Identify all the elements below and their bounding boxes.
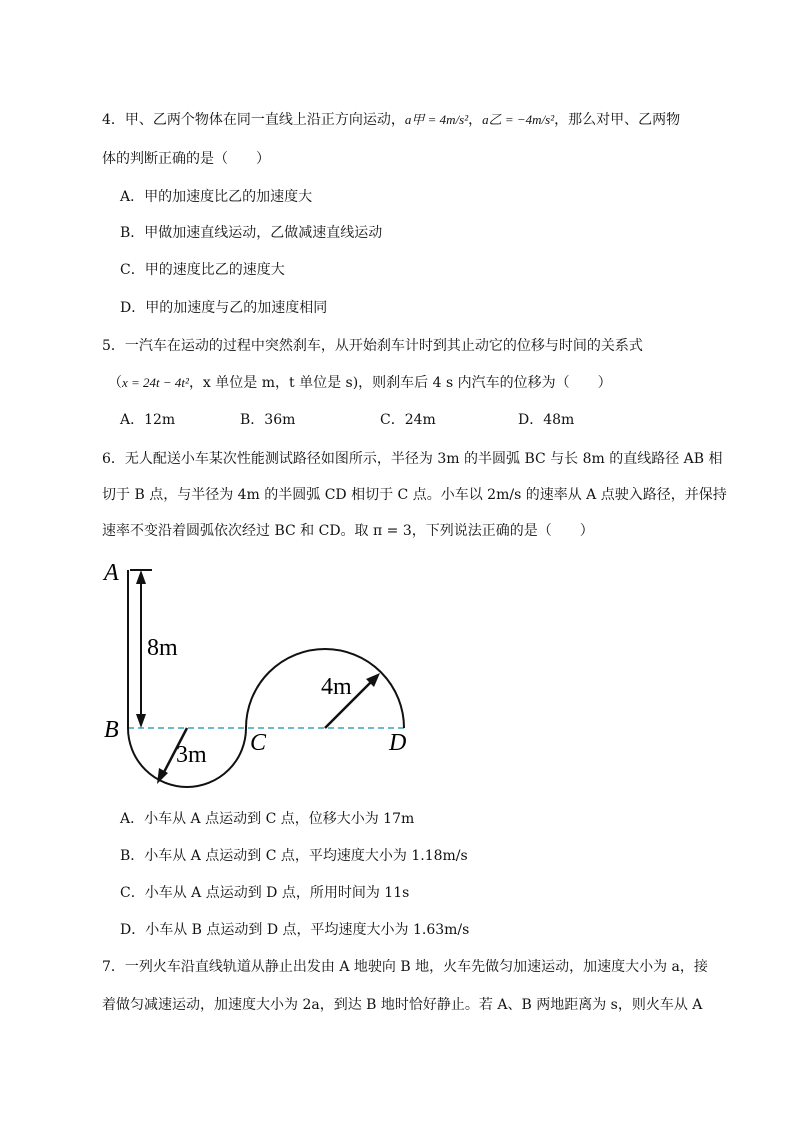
q5-stem-line1: 5．一汽车在运动的过程中突然刹车，从开始刹车计时到其止动它的位移与时间的关系式 bbox=[102, 338, 643, 354]
q4-stem-suffix: ，那么对甲、乙两物 bbox=[554, 112, 681, 128]
q4-a-yi: a乙 = −4m/s² bbox=[482, 112, 555, 127]
q7-stem-line1: 7．一列火车沿直线轨道从静止出发由 A 地驶向 B 地，火车先做匀加速运动，加速度大小为 a，接 bbox=[102, 959, 708, 975]
q4-option-a: A．甲的加速度比乙的加速度大 bbox=[120, 189, 313, 205]
q6-stem-line1: 6．无人配送小车某次性能测试路径如图所示，半径为 3m 的半圆弧 BC 与长 8m 的直线路径 AB 相 bbox=[102, 451, 723, 467]
q4-stem-line2: 体的判断正确的是（ ） bbox=[102, 151, 270, 167]
q5-stem-line2: （x = 24t − 4t²，x 单位是 m，t 单位是 s)，则刹车后 4 s 内汽车的位移为（ ） bbox=[108, 375, 612, 391]
q6-stem-line3: 速率不变沿着圆弧依次经过 BC 和 CD。取 π = 3，下列说法正确的是（ ） bbox=[102, 523, 594, 539]
q5-option-b: B．36m bbox=[240, 412, 296, 428]
q4-stem-line1: 4．甲、乙两个物体在同一直线上沿正方向运动，a甲 = 4m/s²，a乙 = −4m/s²，那么对甲、乙两物 bbox=[102, 112, 681, 128]
q4-stem-prefix: 4．甲、乙两个物体在同一直线上沿正方向运动， bbox=[102, 112, 405, 128]
label-c: C bbox=[250, 730, 267, 756]
label-4m: 4m bbox=[321, 674, 352, 700]
arrow-head-up bbox=[136, 570, 146, 584]
q5-options-row bbox=[120, 410, 620, 430]
q5-option-d: D．48m bbox=[518, 412, 575, 428]
q5-option-c: C．24m bbox=[380, 412, 436, 428]
q6-path-diagram bbox=[95, 555, 435, 795]
label-b: B bbox=[104, 717, 119, 743]
q5-formula: x = 24t − 4t² bbox=[122, 375, 189, 390]
q6-stem-line2: 切于 B 点，与半径为 4m 的半圆弧 CD 相切于 C 点。小车以 2m/s 的速率从 A 点驶入路径，并保持 bbox=[102, 487, 727, 503]
q6-option-a: A．小车从 A 点运动到 C 点，位移大小为 17m bbox=[120, 811, 415, 827]
q7-stem-line2: 着做匀减速运动，加速度大小为 2a，到达 B 地时恰好静止。若 A、B 两地距离为 s，则火车从 A bbox=[102, 997, 703, 1013]
arrow-head-down bbox=[136, 714, 146, 728]
q6-option-c: C．小车从 A 点运动到 D 点，所用时间为 11s bbox=[120, 885, 410, 901]
label-d: D bbox=[389, 730, 407, 756]
label-3m: 3m bbox=[176, 742, 207, 768]
q4-option-b: B．甲做加速直线运动，乙做减速直线运动 bbox=[120, 225, 383, 241]
q5-option-a: A．12m bbox=[120, 412, 176, 428]
label-a: A bbox=[104, 560, 119, 586]
q6-option-d: D．小车从 B 点运动到 D 点，平均速度大小为 1.63m/s bbox=[120, 922, 470, 938]
q4-a-jia: a甲 = 4m/s² bbox=[404, 112, 469, 127]
q4-option-c: C．甲的速度比乙的速度大 bbox=[120, 262, 285, 278]
q5-stem-rest: ，x 单位是 m，t 单位是 s)，则刹车后 4 s 内汽车的位移为（ ） bbox=[188, 375, 612, 391]
q4-option-d: D．甲的加速度与乙的加速度相同 bbox=[120, 300, 328, 316]
q6-option-b: B．小车从 A 点运动到 C 点，平均速度大小为 1.18m/s bbox=[120, 848, 468, 864]
label-8m: 8m bbox=[147, 635, 178, 661]
